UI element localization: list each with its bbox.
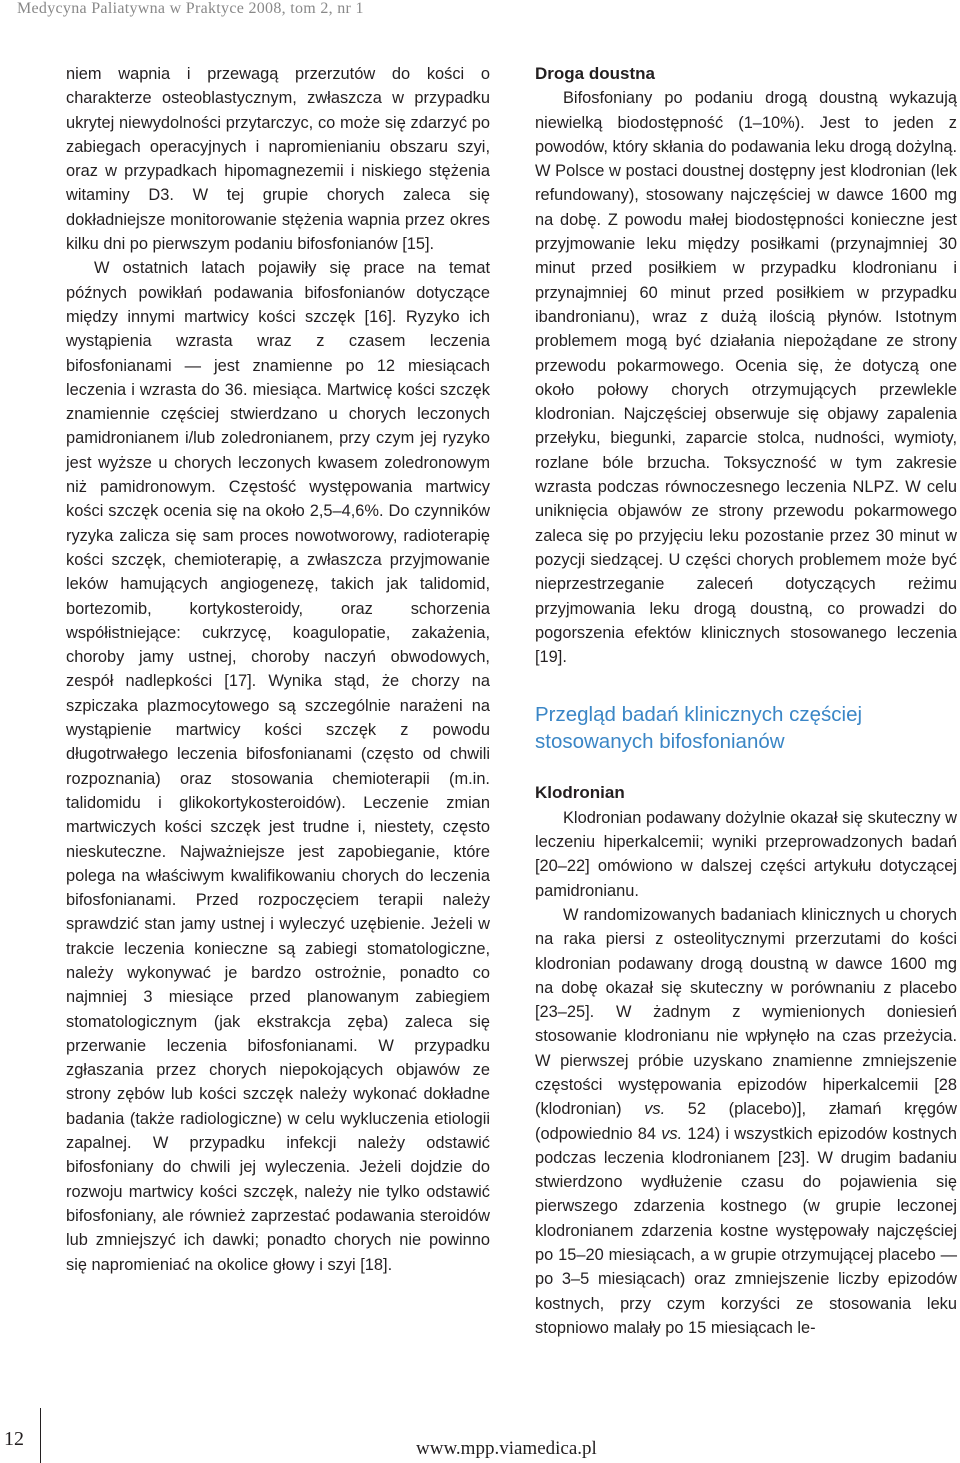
italic-vs: vs. xyxy=(661,1124,683,1143)
body-paragraph: Klodronian podawany dożylnie okazał się skuteczny w leczeniu hiperkalcemii; wyniki przeprowadzonych badań [20–22] omówiono w dalszej części artykułu dotyczącej pamidronianu. xyxy=(535,808,957,900)
footer-url: www.mpp.viamedica.pl xyxy=(416,1438,597,1459)
oral-route-heading: Droga doustna xyxy=(535,64,655,83)
section-title-line: Przegląd badań klinicznych częściej xyxy=(535,703,863,727)
section-title-line: stosowanych bifosfonianów xyxy=(535,730,785,754)
italic-vs: vs. xyxy=(644,1100,666,1119)
clodronate-heading: Klodronian xyxy=(535,783,625,803)
body-paragraph: W ostatnich latach pojawiły się prace na temat późnych powikłań podawania bifosfonianów dotyczące między innymi martwicy kości szczęk [16]. Ryzyko ich wystąpienia wzrasta wraz z czasem leczenia bifosfonianami — jest znamienne po 12 miesiącach leczenia i wzrasta do 36. miesiąca. Martwicę kości szczęk znamiennie częściej stwierdzano u chorych leczonych pamidronianem i/lub zoledronianem, przy czym jej ryzyko jest wyższe u chorych leczonych kwasem zoledronowym niż pamidronowym. Częstość występowania martwicy kości szczęk ocenia się na około 2,5–4,6%. Do czynników ryzyka zalicza się sam proces nowotworowy, radioterapię kości szczęk, chemioterapię, a zwłaszcza przyjmowanie leków hamujących angiogenezę, takich jak talidomid, bortezomib, kortykosteroidy, oraz schorzenia współistniejące: cukrzycę, koagulopatie, zakażenia, choroby jamy ustnej, choroby naczyń obwodowych, zespół nadlepkości [17]. Wynika stąd, że chorzy na szpiczaka plazmocytowego są szczególnie narażeni na wystąpienie martwicy kości szczęk z powodu długotrwałego leczenia bifosfonianami (często od chwili rozpoznania) oraz stosowania chemioterapii (m.in. talidomidu i glikokortykosteroidów). Leczenie zmian martwiczych kości szczęk jest trudne i, niestety, często nieskuteczne. Najważniejsze jest zapobieganie, które polega na właściwym kwalifikowaniu chorych do leczenia bifosfonianami. Przed rozpoczęciem terapii należy sprawdzić stan jamy ustnej i wyleczyć uzębienie. Jeżeli w trakcie leczenia konieczne są zabiegi stomatologiczne, należy wykonywać je bardzo ostrożnie, ponadto co najmniej 3 miesiące przed planowanym zabiegiem stomatologicznym (jak ekstrakcja zęba) zaleca się przerwanie leczenia bifosfonianami. W przypadku zgłaszania przez chorych niepokojących objawów ze strony zębów lub kości szczęk należy wykonać dokładne badania (także radiologiczne) w celu wykluczenia etiologii zapalnej. W przypadku infekcji należy odstawić bifosfoniany do chwili jej wyleczenia. Jeżeli dojdzie do rozwoju martwicy kości szczęk, należy nie tylko odstawić bifosfoniany, ale również zaprzestać podawania steroidów lub zmniejszyć ich dawki; ponadto chorych nie powinno się napromieniać na okolice głowy i szyi [18]. xyxy=(66,259,490,1274)
body-paragraph xyxy=(535,903,957,1340)
page-number: 12 xyxy=(4,1428,24,1450)
running-head: Medycyna Paliatywna w Praktyce 2008, tom 2, nr 1 xyxy=(17,0,364,17)
body-paragraph: niem wapnia i przewagą przerzutów do kości o charakterze osteoblastycznym, zwłaszcza w przypadku ukrytej niewydolności przytarczyc, co może się zdarzyć po zabiegach operacyjnych i napromienianiu obszaru szyi, oraz w przypadkach hipomagnezemii i niskiego stężenia witaminy D3. W tej grupie chorych zaleca się dokładniejsze monitorowanie stężenia wapnia przez okres kilku dni po pierwszym podaniu bifosfonianów [15]. xyxy=(66,65,490,254)
folio-divider xyxy=(40,1408,41,1463)
text-run: W randomizowanych badaniach klinicznych u chorych na raka piersi z osteolitycznymi przerzutami do kości klodronian podawany drogą doustną w dawce 1600 mg na dobę okazał się skuteczny w porównaniu z placebo [23–25]. W żadnym z wymienionych doniesień stosowanie klodronianu nie wpłynęło na czas przeżycia. W pierwszej próbie uzyskano znamienne zmniejszenie częstości występowania epizodów hiperkalcemii [28 (klodronian) xyxy=(535,905,957,1119)
text-run: 52 (placebo)], złamań kręgów (odpowiednio 84 xyxy=(535,1100,958,1143)
body-paragraph: Bifosfoniany po podaniu drogą doustną wykazują niewielką biodostępność (1–10%). Jest to jeden z powodów, który skłania do podawania leku drogą dożylną. W Polsce w postaci doustnej dostępny jest klodronian (lek refundowany), stosowany najczęściej w dawce 1600 mg na dobę. Z powodu małej biodostępności konieczne jest przyjmowanie leku między posiłkami (przynajmniej 30 minut przed posiłkiem w przypadku klodronianu i przynajmniej 60 minut przed posiłkiem w przypadku ibandronianu), wraz z dużą ilością płynów. Istotnym problemem mogą być działania niepożądane ze strony przewodu pokarmowego. Ocenia się, że dotyczą one około połowy chorych otrzymujących przewlekle klodronian. Najczęściej obserwuje się objawy zapalenia przełyku, biegunki, zaparcie stolca, nudności, wymioty, rozlane bóle brzucha. Toksyczność w tym zakresie wzrasta podczas równoczesnego leczenia NLPZ. W celu uniknięcia objawów ze strony przewodu pokarmowego zaleca się po przyjęciu leku pozostanie przez 30 minut w pozycji siedzącej. U części chorych problemem może być nieprzestrzeganie zaleceń dotyczących reżimu przyjmowania leku drogą doustną, co prowadzi do pogorszenia efektów klinicznych stosowanego leczenia [19]. xyxy=(535,89,957,667)
left-column xyxy=(66,62,490,1277)
section-title xyxy=(535,701,957,755)
text-run: 124) i wszystkich epizodów kostnych podczas leczenia klodronianem [23]. W drugim badaniu stwierdzono wydłużenie czasu do pojawienia się pierwszego zdarzenia kostnego (w grupie leczonej klodronianem zdarzenia kostne występowały najczęściej po 15–20 miesiącach, a w grupie otrzymującej placebo — po 3–5 miesiącach) oraz zmniejszenie liczby epizodów kostnych, przy czym korzyści ze stosowania leku stopniowo malały po 15 miesiącach le- xyxy=(535,1124,957,1337)
right-column xyxy=(535,62,957,1340)
